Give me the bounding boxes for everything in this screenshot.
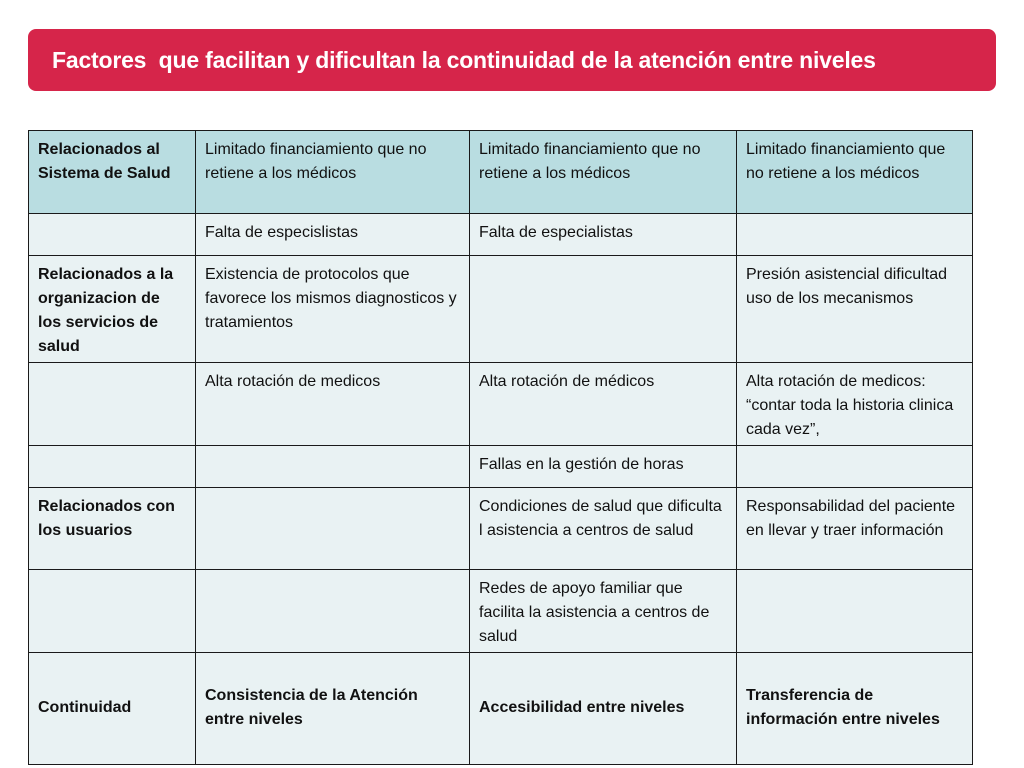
table-row — [29, 570, 973, 653]
table-cell: Falta de especislistas — [196, 214, 470, 256]
table-cell: Alta rotación de medicos: “contar toda la historia clinica cada vez”, — [737, 363, 973, 446]
row-category-cell — [29, 570, 196, 653]
table-cell: Alta rotación de medicos — [196, 363, 470, 446]
table-cell: Presión asistencial dificultad uso de los mecanismos — [737, 256, 973, 363]
row-category-cell — [29, 446, 196, 488]
table-cell: Fallas en la gestión de horas — [470, 446, 737, 488]
row-category-cell: Continuidad — [29, 653, 196, 765]
table-cell: Responsabilidad del paciente en llevar y traer información — [737, 488, 973, 570]
row-category-cell: Relacionados con los usuarios — [29, 488, 196, 570]
table-cell: Limitado financiamiento que no retiene a los médicos — [737, 131, 973, 214]
table-cell — [470, 256, 737, 363]
table-cell: Limitado financiamiento que no retiene a los médicos — [470, 131, 737, 214]
table-cell: Condiciones de salud que dificulta l asistencia a centros de salud — [470, 488, 737, 570]
table-row — [29, 363, 973, 446]
row-category-cell — [29, 363, 196, 446]
table-cell: Redes de apoyo familiar que facilita la asistencia a centros de salud — [470, 570, 737, 653]
table-cell: Falta de especialistas — [470, 214, 737, 256]
table-row — [29, 256, 973, 363]
table-cell: Accesibilidad entre niveles — [470, 653, 737, 765]
table-row — [29, 446, 973, 488]
table-cell — [196, 488, 470, 570]
table-cell — [196, 570, 470, 653]
row-category-cell: Relacionados a la organizacion de los servicios de salud — [29, 256, 196, 363]
slide-title: Factores que facilitan y dificultan la continuidad de la atención entre niveles — [52, 46, 876, 73]
table-row — [29, 214, 973, 256]
table-cell — [737, 446, 973, 488]
table-cell: Transferencia de información entre niveles — [737, 653, 973, 765]
title-banner — [28, 29, 996, 91]
table-cell: Existencia de protocolos que favorece los mismos diagnosticos y tratamientos — [196, 256, 470, 363]
table-cell: Limitado financiamiento que no retiene a los médicos — [196, 131, 470, 214]
table-cell: Consistencia de la Atención entre niveles — [196, 653, 470, 765]
table-cell — [196, 446, 470, 488]
table-row-summary — [29, 653, 973, 765]
table-row — [29, 131, 973, 214]
table-cell — [737, 570, 973, 653]
factors-table — [28, 130, 973, 765]
row-category-cell — [29, 214, 196, 256]
table-cell: Alta rotación de médicos — [470, 363, 737, 446]
row-category-cell: Relacionados al Sistema de Salud — [29, 131, 196, 214]
table-row — [29, 488, 973, 570]
table-cell — [737, 214, 973, 256]
